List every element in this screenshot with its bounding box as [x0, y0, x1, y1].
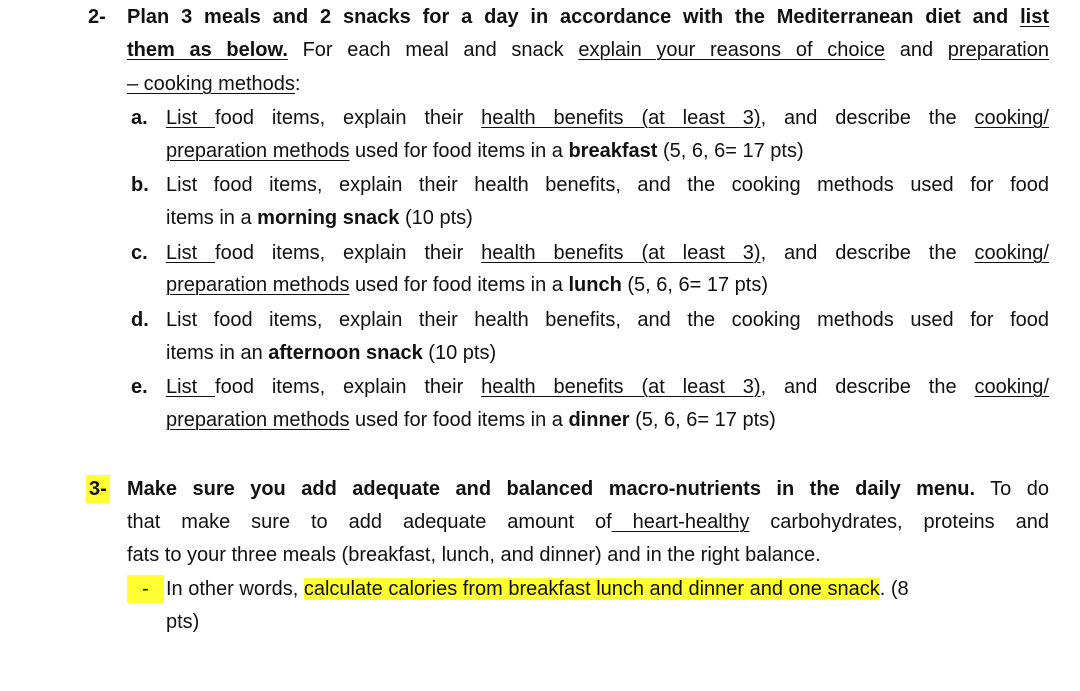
- item-e-letter: e.: [131, 376, 148, 398]
- q2-intro-line-2: them as below. For each meal and snack explain your reasons of choice and preparation: [127, 39, 1049, 61]
- question-2-number: 2-: [88, 6, 106, 28]
- item-e-line-2: preparation methods used for food items in a dinner (5, 6, 6= 17 pts): [166, 409, 776, 431]
- q3-bullet: -: [127, 575, 164, 603]
- item-a-letter: a.: [131, 107, 148, 129]
- question-3-number: 3-: [86, 475, 110, 503]
- item-d-line-2: items in an afternoon snack (10 pts): [166, 342, 497, 364]
- q3-line-2: that make sure to add adequate amount of heart-healthy carbohydrates, proteins and: [127, 511, 1049, 533]
- q2-intro-line-3: – cooking methods:: [127, 73, 301, 95]
- q3-line-3: fats to your three meals (breakfast, lunch, and dinner) and in the right balance.: [127, 544, 821, 566]
- item-a-line-2: preparation methods used for food items in a breakfast (5, 6, 6= 17 pts): [166, 140, 804, 162]
- q3-line-5: pts): [166, 611, 200, 633]
- item-c-line-2: preparation methods used for food items in a lunch (5, 6, 6= 17 pts): [166, 274, 769, 296]
- item-d-line-1: List food items, explain their health benefits, and the cooking methods used for food: [166, 309, 1049, 331]
- item-b-letter: b.: [131, 174, 149, 196]
- item-e-line-1: List food items, explain their health benefits (at least 3), and describe the cooking/: [166, 376, 1049, 398]
- q3-line-4: In other words, calculate calories from breakfast lunch and dinner and one snack. (8: [166, 578, 909, 600]
- item-a-line-1: List food items, explain their health benefits (at least 3), and describe the cooking/: [166, 107, 1049, 129]
- item-b-line-2: items in a morning snack (10 pts): [166, 207, 473, 229]
- q3-line-1: Make sure you add adequate and balanced macro-nutrients in the daily menu. To do: [127, 478, 1050, 500]
- item-c-line-1: List food items, explain their health benefits (at least 3), and describe the cooking/: [166, 242, 1049, 264]
- highlighted-calories-instruction: calculate calories from breakfast lunch and dinner and one snack: [303, 578, 880, 600]
- q2-intro-line-1: Plan 3 meals and 2 snacks for a day in accordance with the Mediterranean diet and list: [127, 6, 1049, 28]
- item-c-letter: c.: [131, 242, 148, 264]
- item-d-letter: d.: [131, 309, 149, 331]
- item-b-line-1: List food items, explain their health benefits, and the cooking methods used for food: [166, 174, 1049, 196]
